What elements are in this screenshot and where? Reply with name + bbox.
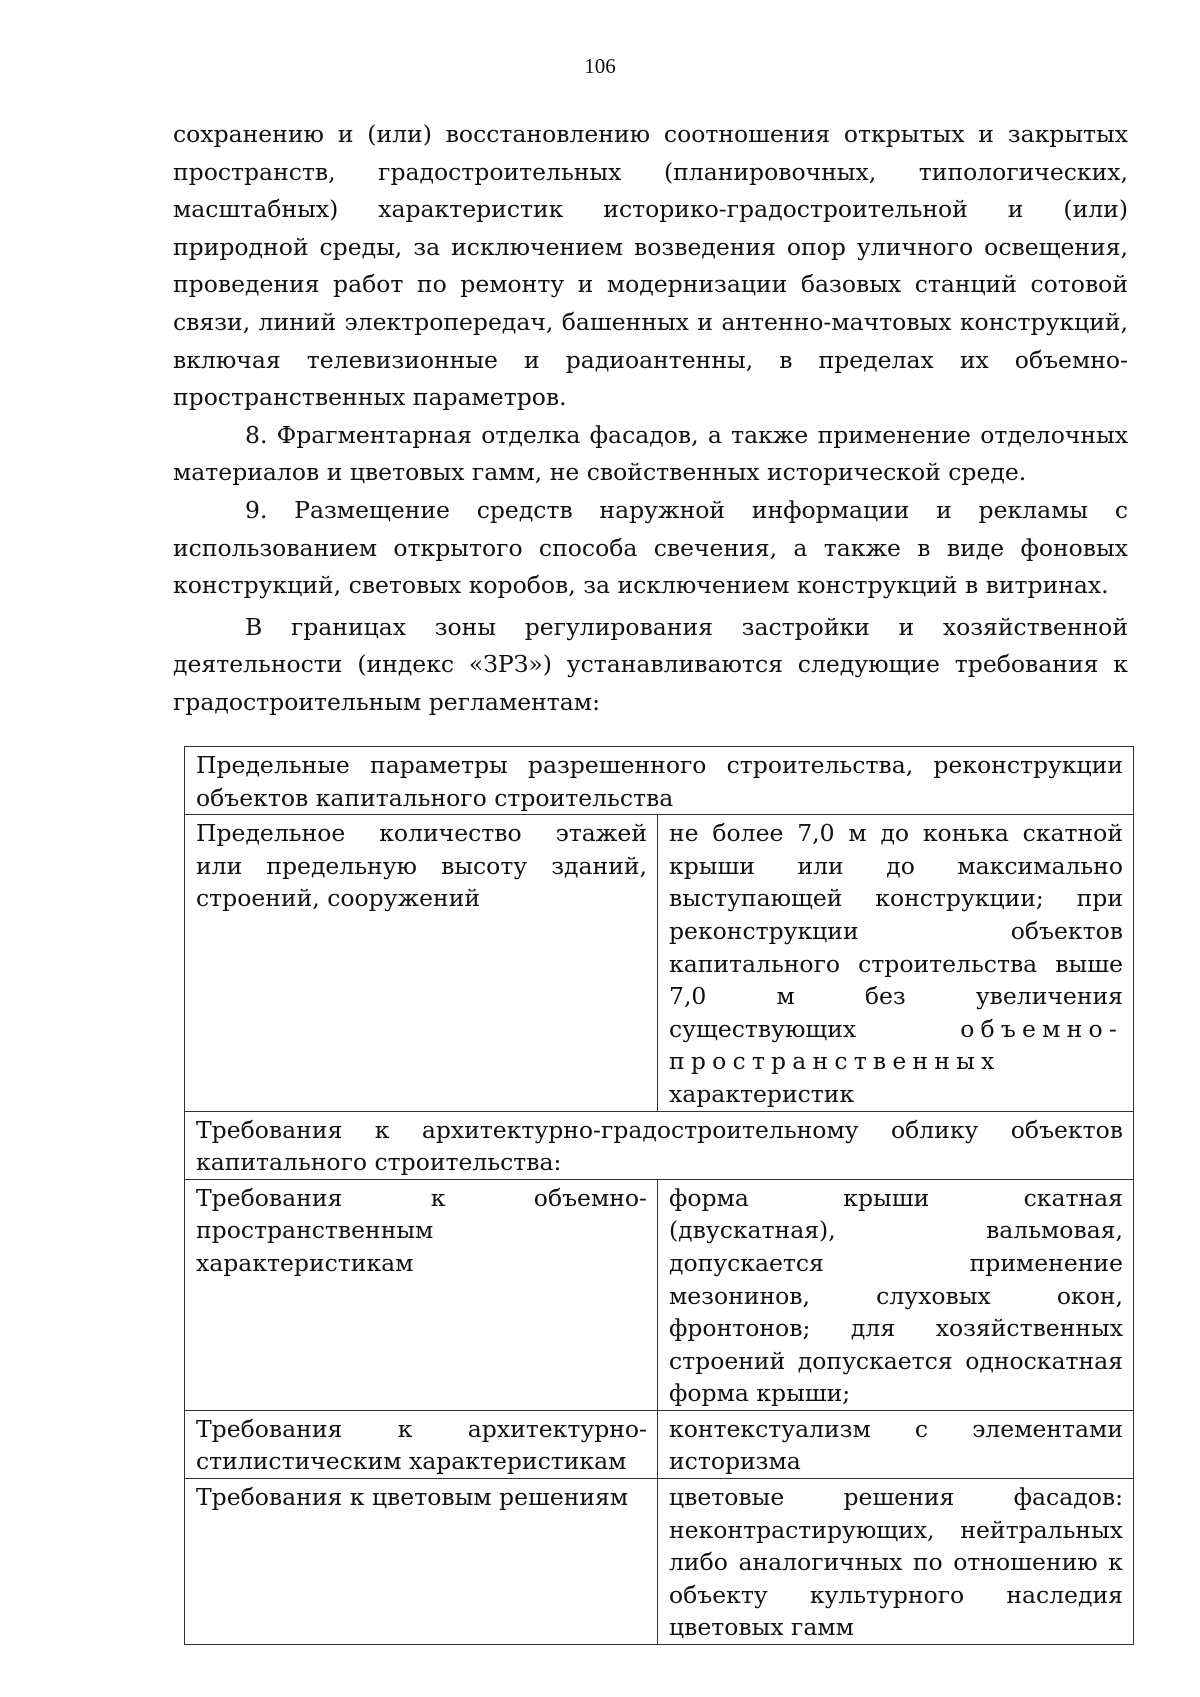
row-value-floors-height	[658, 815, 1134, 1111]
table-section-header	[185, 747, 1134, 815]
item-8-paragraph: 8. Фрагментарная отделка фасадов, а также применение отделочных материалов и цветовых гамм, не свойственных исторической среде.	[173, 420, 1128, 487]
table-row	[185, 1410, 1134, 1478]
section-header-limit-parameters: Предельные параметры разрешенного строительства, реконструкции объектов капитального строительства	[185, 747, 1134, 815]
zone-intro-paragraph: В границах зоны регулирования застройки и хозяйственной деятельности (индекс «ЗРЗ») устанавливаются следующие требования к градостроительным регламентам:	[173, 612, 1128, 716]
page-number: 106	[584, 54, 616, 78]
row-label-stylistic: Требования к архитектурно-стилистическим характеристикам	[185, 1410, 658, 1478]
row-label-volume-spatial: Требования к объемно-пространственным характеристикам	[185, 1179, 658, 1410]
item-9-paragraph: 9. Размещение средств наружной информации и рекламы с использованием открытого способа свечения, а также в виде фоновых конструкций, световых коробов, за исключением конструкций в витринах.	[173, 495, 1128, 600]
table-row	[185, 1479, 1134, 1645]
row-value-volume-spatial: форма крыши скатная (двускатная), вальмовая, допускается применение мезонинов, слуховых окон, фронтонов; для хозяйственных строений допускается односкатная форма крыши;	[658, 1179, 1134, 1410]
table-row	[185, 1179, 1134, 1410]
row-value-stylistic: контекстуализм с элементами историзма	[658, 1410, 1134, 1478]
row-value-floors-height-spaced: объемно-пространственных	[669, 1014, 1123, 1076]
table-section-header	[185, 1111, 1134, 1179]
continuation-paragraph: сохранению и (или) восстановлению соотношения открытых и закрытых пространств, градостроительных (планировочных, типологических, масштабных) характеристик историко-градостроительной и (или) природной среды, за исключением возведения опор уличного освещения, проведения работ по ремонту и модернизации базовых станций сотовой связи, линий электропередач, башенных и антенно-мачтовых конструкций, включая телевизионные и радиоантенны, в пределах их объемно- пространственных параметров.	[173, 120, 1128, 412]
row-value-floors-height-tail: характеристик	[669, 1079, 855, 1108]
regulations-table	[184, 746, 1134, 1645]
document-body	[173, 116, 1128, 722]
row-value-color-solutions: цветовые решения фасадов: неконтрастирующих, нейтральных либо аналогичных по отношению к объекту культурного наследия цветовых гамм	[658, 1479, 1134, 1645]
section-header-architectural-appearance: Требования к архитектурно-градостроительному облику объектов капитального строительства:	[185, 1111, 1134, 1179]
row-label-color-solutions: Требования к цветовым решениям	[185, 1479, 658, 1645]
row-value-floors-height-text: не более 7,0 м до конька скатной крыши или до максимально выступающей конструкции; при реконструкции объектов капитального строительства выше 7,0 м без увеличения существующих	[669, 819, 1123, 1043]
table-row	[185, 815, 1134, 1111]
row-label-floors-height: Предельное количество этажей или предельную высоту зданий, строений, сооружений	[185, 815, 658, 1111]
